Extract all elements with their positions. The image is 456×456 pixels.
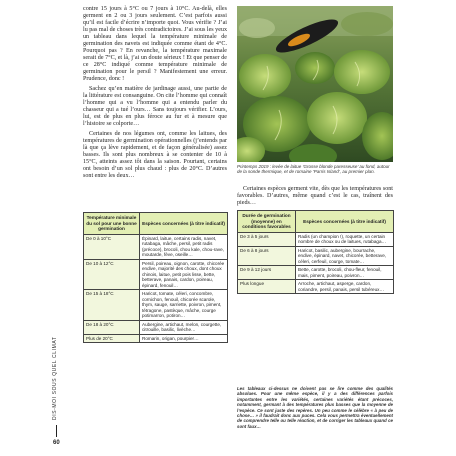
temperature-range: De 18 à 20°C: [84, 320, 140, 334]
table-row: [84, 259, 228, 290]
table-row: [238, 232, 394, 246]
photo-caption: Printemps 2019 : levée de laitue ‘Grosse blonde paresseuse’ au fond, autour de la sonde thermique, et de romaine ‘Parris Island’, au premier plan.: [237, 164, 390, 175]
species-list: Haricot, tomate, céleri, concombre, cornichon, fenouil, chicorée scarole, thym, sauge, sarriette, poivron, piment, tétragone, pastèque, mâche, courge potimarron, potiron…: [140, 290, 228, 321]
table-row: [84, 234, 228, 259]
table-header-duration: Durée de germination (moyenne) en conditions favorables: [238, 211, 296, 233]
species-list: Arroche, artichaut, asperge, cardon, coriandre, persil, panais, persil tubéreux…: [296, 280, 394, 294]
species-list: Persil, poireau, oignon, carotte, chicorée endive, majorité des choux, dont choux chinois, laitue, petit pois lisse, bette, betterave, panais, cardon, poireau, épinard, fenouil…: [140, 259, 228, 290]
table-row: [84, 290, 228, 321]
germination-duration-table: [237, 210, 394, 294]
footer-rule: [56, 425, 57, 437]
table-header-temperature: Température minimale du sol pour une bonne germination: [84, 213, 140, 235]
table-header-species: Espèces concernées (à titre indicatif): [140, 213, 228, 235]
temperature-range: De 0 à 10°C: [84, 234, 140, 259]
table-row: [238, 266, 394, 280]
table-header-species: Espèces concernées (à titre indicatif): [296, 211, 394, 233]
paragraph: contre 15 jours à 5°C ou 7 jours à 10°C. Au-delà, elles germent en 2 ou 3 jours seulement. C’est parfois aussi qu’il est facile d’écrire n’importe quoi. Vous vérifie ? J’ai lu pas mal de choses très contradictoires. J’ai sous les yeux un tableau dans lequel la température minimale de germination des navets est indiquée comme étant de 4°C. Pourquoi pas ? En revanche, la température maximale serait de 7°C, et là, j’ai un doute sérieux ! Et que penser de ce 28°C indiqué comme température minimale de germination pour le persil ? Manifestement une erreur. Prudence, donc !: [83, 6, 228, 83]
paragraph: Certaines de nos légumes ont, comme les laitues, des températures de germination opérationnelles (j’entends par là que ça lève rapidement, et de façon généralisée) assez basses. Ils sont plus nombreux à se contenter de 10 à 15°C, atteints assez tôt dans la saison. Pourtant, certains ont besoin d’un sol plus chaud : plus de 20°C. D’autres sont entre les deux…: [83, 130, 227, 180]
temperature-range: De 10 à 12°C: [84, 259, 140, 290]
running-footer-title: DIS-MOI SOUS QUEL CLIMAT: [52, 336, 58, 420]
species-list: Haricot, basilic, aubergine, bourrache, endive, épinard, navet, chicorée, betterave, céleri, cerfeuil, courge, tomate…: [296, 246, 394, 266]
left-text-column: [83, 6, 227, 183]
germination-temperature-table: [83, 212, 228, 343]
duration-range: De 6 à 8 jours: [238, 246, 296, 266]
duration-range: De 9 à 12 jours: [238, 266, 296, 280]
paragraph: Certaines espèces germent vite, dès que les températures sont favorables. D’autres, même quand c’est le cas, traînent des pieds…: [237, 186, 393, 207]
table-row: [238, 246, 394, 266]
lettuce-photo-illustration: [237, 6, 393, 162]
table-footnote: Les tableaux ci-dessus ne doivent pas se lire comme des qualités absolues. Pour une même espèce, il y a des différences parfois importantes entre les variétés, certaines variétés étant précoces, notamment, germant à des températures plus basses que la moyenne de l’espèce. Ce sont juste des repères. Un peu comme le célèbre « à peu de chose… » il faudrait donc aux puces. Cela vous permettra éventuellement de comprendre telle ou telle réaction, et de corriger les tableaux quand ce sont faux…: [237, 386, 393, 429]
species-list: Radis (un champion !), roquette, un certain nombre de choux ou de laitues, rutabaga…: [296, 232, 394, 246]
page-number: 60: [53, 440, 60, 446]
lettuce-photo: [237, 6, 393, 162]
species-list: Bette, carotte, brocoli, chou-fleur, fenouil, mais, piment, poireau, poivron…: [296, 266, 394, 280]
species-list: Romarin, origan, pourpier…: [140, 334, 228, 343]
temperature-range: De 15 à 18°C: [84, 290, 140, 321]
duration-range: Plus longue: [238, 280, 296, 294]
duration-range: De 3 à 5 jours: [238, 232, 296, 246]
species-list: Aubergine, artichaut, melon, courgette, citrouille, basilic, livèche…: [140, 320, 228, 334]
table-row: [238, 280, 394, 294]
table-row: [84, 334, 228, 343]
right-text-column: [237, 186, 393, 207]
paragraph: Sachez qu’en matière de jardinage aussi, une partie de la littérature est consanguine. On cite l’homme qui connaît l’homme qui a vu l’homme qui a entendu parler du chasseur qui a tué l’ours… Sans toujours vérifier. L’ours, lui, est de plus en plus féroce au fur et à mesure que l’histoire se colporte…: [83, 86, 227, 128]
temperature-range: Plus de 20°C: [84, 334, 140, 343]
species-list: Épinard, laitue, certains radis, navet, rutabaga, mâche, persil, petit radis (précoce), brocoli, chou kale, chou-rave, moutarde, fève, oseille…: [140, 234, 228, 259]
table-row: [84, 320, 228, 334]
